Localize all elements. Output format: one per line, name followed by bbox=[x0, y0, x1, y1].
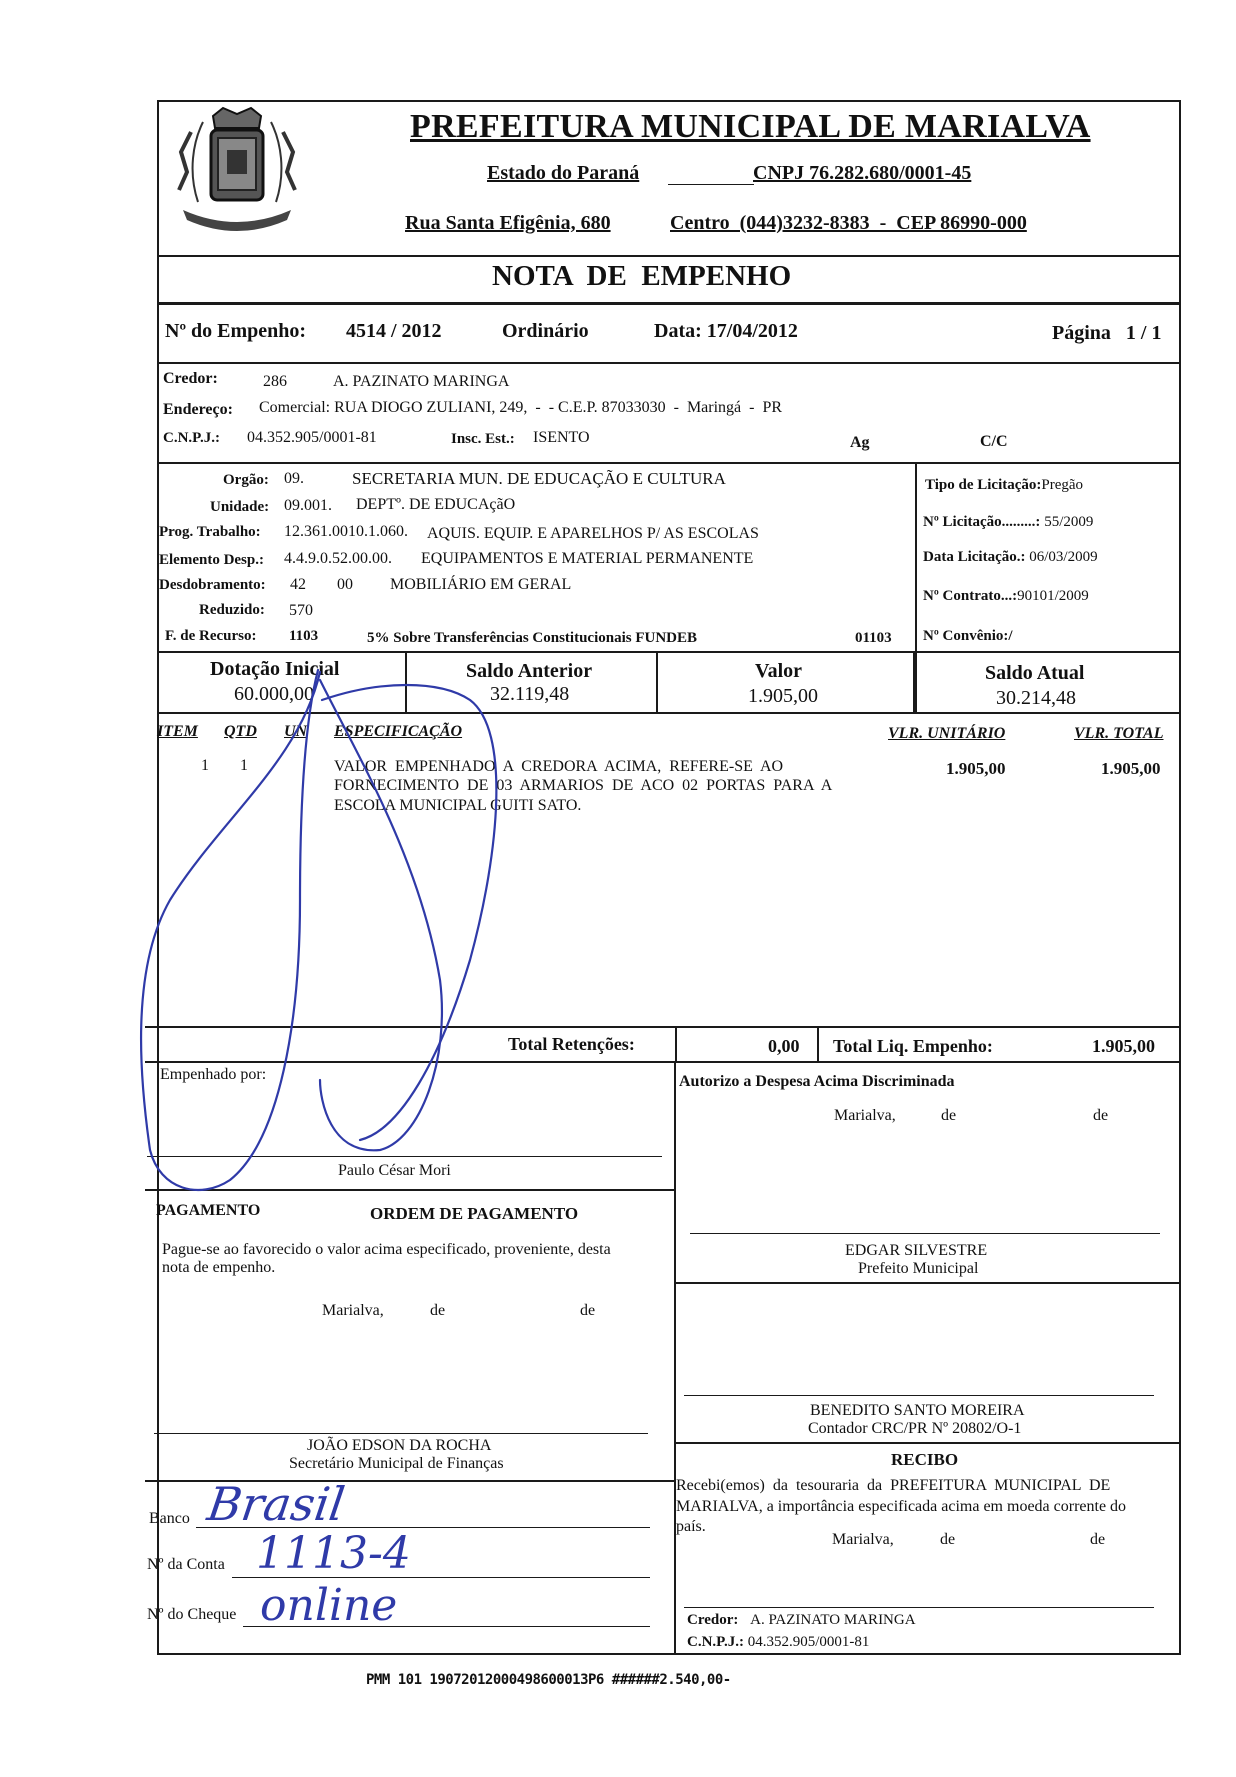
ordem-pagamento-label: ORDEM DE PAGAMENTO bbox=[370, 1204, 579, 1223]
secretario-cargo: Secretário Municipal de Finanças bbox=[289, 1455, 504, 1472]
recibo-cnpj-label-text: C.N.P.J.: bbox=[687, 1634, 744, 1650]
footer-code: PMM 101 19072012000498600013P6 ######2.540,00- bbox=[366, 1672, 731, 1688]
autorizo-de2: de bbox=[1093, 1107, 1109, 1124]
col-item: ITEM bbox=[157, 723, 198, 740]
orgao-name: SECRETARIA MUN. DE EDUCAÇÃO E CULTURA bbox=[352, 469, 726, 488]
credor-label: Credor: bbox=[163, 370, 218, 387]
total-liquido-value: 1.905,00 bbox=[1092, 1036, 1155, 1056]
elemento-name: EQUIPAMENTOS E MATERIAL PERMANENTE bbox=[421, 550, 754, 567]
pagamento-texto-1: Pague-se ao favorecido o valor acima especificado, proveniente, desta bbox=[162, 1241, 611, 1258]
row-desc-line2: FORNECIMENTO DE 03 ARMARIOS DE ACO 02 PORTAS PARA A bbox=[334, 777, 833, 794]
ag-label: Ag bbox=[850, 434, 870, 451]
desdobramento-sub: 00 bbox=[337, 576, 353, 593]
data-licitacao-value: 06/03/2009 bbox=[1029, 549, 1098, 565]
num-licitacao-label-text: Nº Licitação.........: bbox=[923, 514, 1041, 530]
state-label: Estado do Paraná bbox=[487, 162, 640, 184]
contrato-label-text: Nº Contrato...: bbox=[923, 588, 1018, 604]
endereco: Comercial: RUA DIOGO ZULIANI, 249, - - C.E.P. 87033030 - Maringá - PR bbox=[259, 399, 783, 416]
unidade-code: 09.001. bbox=[284, 497, 332, 514]
cnpj-credor-label: C.N.P.J.: bbox=[163, 430, 220, 446]
unidade-label: Unidade: bbox=[210, 499, 270, 515]
contador-cargo: Contador CRC/PR Nº 20802/O-1 bbox=[808, 1420, 1022, 1437]
prog-name: AQUIS. EQUIP. E APARELHOS P/ AS ESCOLAS bbox=[427, 525, 759, 542]
saldo-atual-label: Saldo Atual bbox=[985, 662, 1085, 684]
recibo-credor-value: A. PAZINATO MARINGA bbox=[750, 1612, 916, 1628]
row-item: 1 bbox=[201, 757, 209, 774]
cheque-label: Nº do Cheque bbox=[147, 1606, 237, 1623]
col-especificacao: ESPECIFICAÇÃO bbox=[334, 723, 463, 740]
unidade-name: DEPTº. DE EDUCAçãO bbox=[356, 496, 516, 513]
autorizo-label: Autorizo a Despesa Acima Discriminada bbox=[679, 1073, 955, 1090]
recibo-cnpj-value: 04.352.905/0001-81 bbox=[747, 1634, 870, 1650]
district-phone-label: Centro (044)3232-8383 - CEP 86990-000 bbox=[670, 212, 1027, 234]
row-vlr-total: 1.905,00 bbox=[1101, 759, 1161, 778]
reduzido-label: Reduzido: bbox=[199, 602, 265, 618]
fonte-recurso-number: 01103 bbox=[855, 630, 892, 646]
dotacao-inicial-value: 60.000,00 bbox=[234, 683, 314, 705]
desdobramento-label: Desdobramento: bbox=[159, 577, 266, 593]
conta-label: Nº da Conta bbox=[147, 1556, 225, 1573]
banco-label: Banco bbox=[149, 1510, 190, 1527]
banco-handwriting bbox=[204, 1477, 348, 1531]
credor-code: 286 bbox=[263, 373, 287, 390]
orgao-code: 09. bbox=[284, 470, 304, 487]
fonte-recurso-name: 5% Sobre Transferências Constitucionais FUNDEB bbox=[367, 630, 698, 646]
orgao-label: Orgão: bbox=[223, 472, 269, 488]
pagamento-de2: de bbox=[580, 1302, 596, 1319]
secretario-nome: JOÃO EDSON DA ROCHA bbox=[307, 1437, 492, 1454]
saldo-anterior-value: 32.119,48 bbox=[490, 683, 570, 705]
recibo-de2: de bbox=[1090, 1531, 1106, 1548]
recibo-label: RECIBO bbox=[891, 1450, 959, 1469]
pagamento-local: Marialva, bbox=[322, 1302, 384, 1319]
col-vlr-total: VLR. TOTAL bbox=[1074, 725, 1164, 742]
total-retencoes-label: Total Retenções: bbox=[508, 1034, 635, 1054]
row-vlr-unitario: 1.905,00 bbox=[946, 759, 1006, 778]
contador-nome: BENEDITO SANTO MOREIRA bbox=[810, 1402, 1025, 1419]
tipo-licitacao-value: Pregão bbox=[1041, 477, 1084, 493]
empenho-number-label: Nº do Empenho: bbox=[165, 320, 307, 342]
dotacao-inicial-label: Dotação Inicial bbox=[210, 658, 340, 680]
prog-label: Prog. Trabalho: bbox=[159, 524, 261, 540]
credor-name: A. PAZINATO MARINGA bbox=[333, 373, 510, 390]
saldo-atual-value: 30.214,48 bbox=[996, 687, 1076, 709]
row-desc-line3: ESCOLA MUNICIPAL GUITI SATO. bbox=[334, 797, 582, 814]
elemento-code: 4.4.9.0.52.00.00. bbox=[284, 550, 392, 567]
row-desc-line1: VALOR EMPENHADO A CREDORA ACIMA, REFERE-SE AO bbox=[334, 758, 784, 775]
fonte-recurso-code: 1103 bbox=[289, 628, 319, 644]
empenho-number: 4514 / 2012 bbox=[346, 320, 442, 342]
page-title: PREFEITURA MUNICIPAL DE MARIALVA bbox=[410, 108, 1091, 145]
prog-code: 12.361.0010.1.060. bbox=[284, 523, 408, 540]
cheque-hand-text: online bbox=[260, 1580, 398, 1631]
elemento-label: Elemento Desp.: bbox=[159, 552, 264, 568]
col-qtd: QTD bbox=[224, 723, 257, 740]
doc-type-title: NOTA DE EMPENHO bbox=[492, 260, 792, 292]
total-liquido-label: Total Liq. Empenho: bbox=[833, 1036, 993, 1056]
cnpj-credor: 04.352.905/0001-81 bbox=[247, 429, 377, 446]
reduzido-value: 570 bbox=[289, 602, 313, 619]
recibo-texto-2: MARIALVA, a importância especificada acima em moeda corrente do bbox=[676, 1498, 1127, 1515]
cc-label: C/C bbox=[980, 433, 1008, 450]
total-retencoes-value: 0,00 bbox=[768, 1036, 800, 1056]
recibo-texto-3: país. bbox=[676, 1518, 706, 1535]
contrato-value: 90101/2009 bbox=[1017, 588, 1089, 604]
conta-hand-text: 1113-4 bbox=[256, 1528, 411, 1579]
valor-label: Valor bbox=[755, 660, 803, 682]
page-number: Página 1 / 1 bbox=[1052, 322, 1162, 344]
insc-label: Insc. Est.: bbox=[451, 431, 515, 447]
desdobramento-name: MOBILIÁRIO EM GERAL bbox=[390, 576, 572, 593]
valor-value: 1.905,00 bbox=[748, 685, 818, 707]
fonte-recurso-label: F. de Recurso: bbox=[165, 628, 257, 644]
pagamento-de1: de bbox=[430, 1302, 446, 1319]
num-licitacao-value: 55/2009 bbox=[1044, 514, 1094, 530]
recibo-local: Marialva, bbox=[832, 1531, 894, 1548]
recibo-credor-label-text: Credor: bbox=[687, 1612, 739, 1628]
prefeito-cargo: Prefeito Municipal bbox=[858, 1260, 979, 1277]
autorizo-local: Marialva, bbox=[834, 1107, 896, 1124]
prefeito-nome: EDGAR SILVESTRE bbox=[845, 1242, 988, 1259]
insc-value: ISENTO bbox=[533, 429, 590, 446]
autorizo-de1: de bbox=[941, 1107, 957, 1124]
data-licitacao-label-text: Data Licitação.: bbox=[923, 549, 1026, 565]
recibo-de1: de bbox=[940, 1531, 956, 1548]
conta-handwriting bbox=[256, 1528, 411, 1579]
tipo-licitacao-label-text: Tipo de Licitação: bbox=[925, 477, 1042, 493]
endereco-label: Endereço: bbox=[163, 401, 233, 418]
recibo-texto-1: Recebi(emos) da tesouraria da PREFEITURA MUNICIPAL DE bbox=[676, 1477, 1111, 1494]
convenio-label: Nº Convênio:/ bbox=[923, 628, 1013, 644]
col-vlr-unitario: VLR. UNITÁRIO bbox=[888, 725, 1006, 742]
empenhado-nome: Paulo César Mori bbox=[338, 1162, 451, 1179]
saldo-anterior-label: Saldo Anterior bbox=[466, 660, 593, 682]
pagamento-texto-2: nota de empenho. bbox=[162, 1259, 276, 1276]
empenho-date: Data: 17/04/2012 bbox=[654, 320, 798, 342]
address-label: Rua Santa Efigênia, 680 bbox=[405, 212, 611, 234]
cheque-handwriting bbox=[260, 1580, 397, 1631]
col-un: UN bbox=[284, 723, 308, 740]
empenho-type: Ordinário bbox=[502, 320, 589, 342]
cnpj-label: CNPJ 76.282.680/0001-45 bbox=[753, 162, 972, 184]
empenhado-label: Empenhado por: bbox=[160, 1066, 267, 1083]
row-qtd: 1 bbox=[240, 757, 248, 774]
pagamento-label: PAGAMENTO bbox=[156, 1202, 261, 1219]
banco-hand-text: Brasil bbox=[204, 1477, 349, 1531]
desdobramento-code: 42 bbox=[290, 576, 306, 593]
